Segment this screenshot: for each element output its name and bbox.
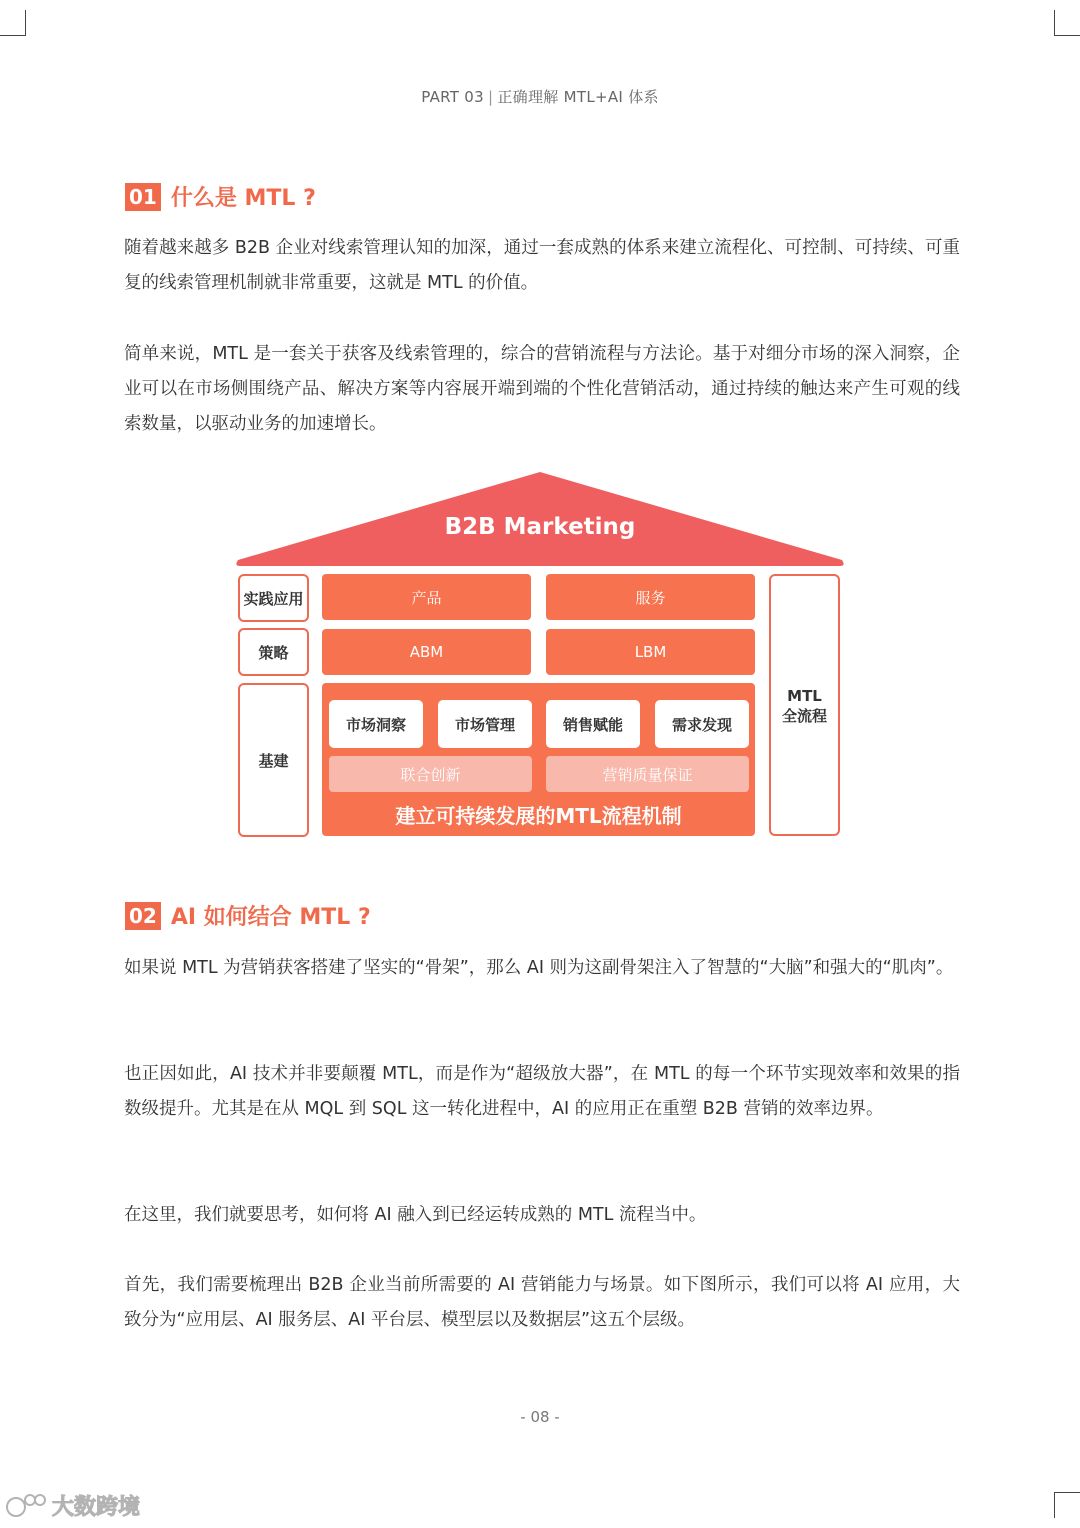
- infrastructure-caption: 建立可持续发展的MTL流程机制: [395, 804, 682, 828]
- mtl-house-diagram: [234, 470, 846, 840]
- section-title: 什么是 MTL ?: [170, 186, 316, 211]
- roof-title: B2B Marketing: [444, 514, 636, 540]
- paragraph: 也正因如此，AI 技术并非要颠覆 MTL，而是作为“超级放大器”，在 MTL 的每一个环节实现效率和效果的指数级提升。尤其是在从 MQL 到 SQL 这一转化进程中，AI 的应用正在重塑 B2B 营销的效率边界。: [124, 1064, 960, 1119]
- watermark-logo-icon: [4, 1491, 48, 1521]
- cell-service: 服务: [546, 574, 755, 620]
- section-number-badge: 01: [125, 183, 161, 211]
- label-mtl-full-process: [769, 574, 840, 836]
- running-header: [0, 86, 1080, 107]
- label-infrastructure: 基建: [238, 683, 309, 837]
- label-full-process: 全流程: [781, 707, 827, 725]
- page-number: - 08 -: [520, 1408, 560, 1426]
- cell-lbm: LBM: [546, 629, 755, 675]
- section-heading-02: [125, 900, 371, 931]
- bar-marketing-quality: 营销质量保证: [546, 756, 749, 792]
- card-market-management: 市场管理: [438, 700, 532, 748]
- label-practice: 实践应用: [238, 574, 309, 622]
- section-heading-01: [125, 181, 316, 212]
- paragraph: 在这里，我们就要思考，如何将 AI 融入到已经运转成熟的 MTL 流程当中。: [124, 1205, 707, 1225]
- crop-mark-top-right: [1054, 10, 1080, 36]
- card-sales-enablement: 销售赋能: [546, 700, 640, 748]
- crop-mark-bottom-right: [1054, 1492, 1080, 1518]
- section-number-badge: 02: [125, 902, 161, 930]
- label-strategy: 策略: [238, 628, 309, 676]
- header-part: PART 03: [421, 88, 484, 106]
- paragraph: 如果说 MTL 为营销获客搭建了坚实的“骨架”，那么 AI 则为这副骨架注入了智慧的“大脑”和强大的“肌肉”。: [124, 958, 954, 978]
- watermark-text: 大数跨境: [52, 1495, 141, 1520]
- header-separator: |: [487, 88, 494, 106]
- label-mtl: MTL: [787, 687, 822, 705]
- crop-mark-top-left: [0, 10, 26, 36]
- header-title: 正确理解 MTL+AI 体系: [497, 88, 659, 106]
- bar-joint-innovation: 联合创新: [329, 756, 532, 792]
- section-title: AI 如何结合 MTL ?: [170, 905, 371, 930]
- paragraph: 随着越来越多 B2B 企业对线索管理认知的加深，通过一套成熟的体系来建立流程化、可控制、可持续、可重复的线索管理机制就非常重要，这就是 MTL 的价值。: [124, 238, 960, 293]
- paragraph: 首先，我们需要梳理出 B2B 企业当前所需要的 AI 营销能力与场景。如下图所示，我们可以将 AI 应用，大致分为“应用层、AI 服务层、AI 平台层、模型层以及数据层”这五个层级。: [124, 1275, 960, 1330]
- card-demand-discovery: 需求发现: [655, 700, 749, 748]
- cell-abm: ABM: [322, 629, 531, 675]
- card-market-insight: 市场洞察: [329, 700, 423, 748]
- paragraph: 简单来说，MTL 是一套关于获客及线索管理的，综合的营销流程与方法论。基于对细分市场的深入洞察，企业可以在市场侧围绕产品、解决方案等内容展开端到端的个性化营销活动，通过持续的触达来产生可观的线索数量，以驱动业务的加速增长。: [124, 344, 960, 434]
- cell-product: 产品: [322, 574, 531, 620]
- watermark: [4, 1490, 140, 1521]
